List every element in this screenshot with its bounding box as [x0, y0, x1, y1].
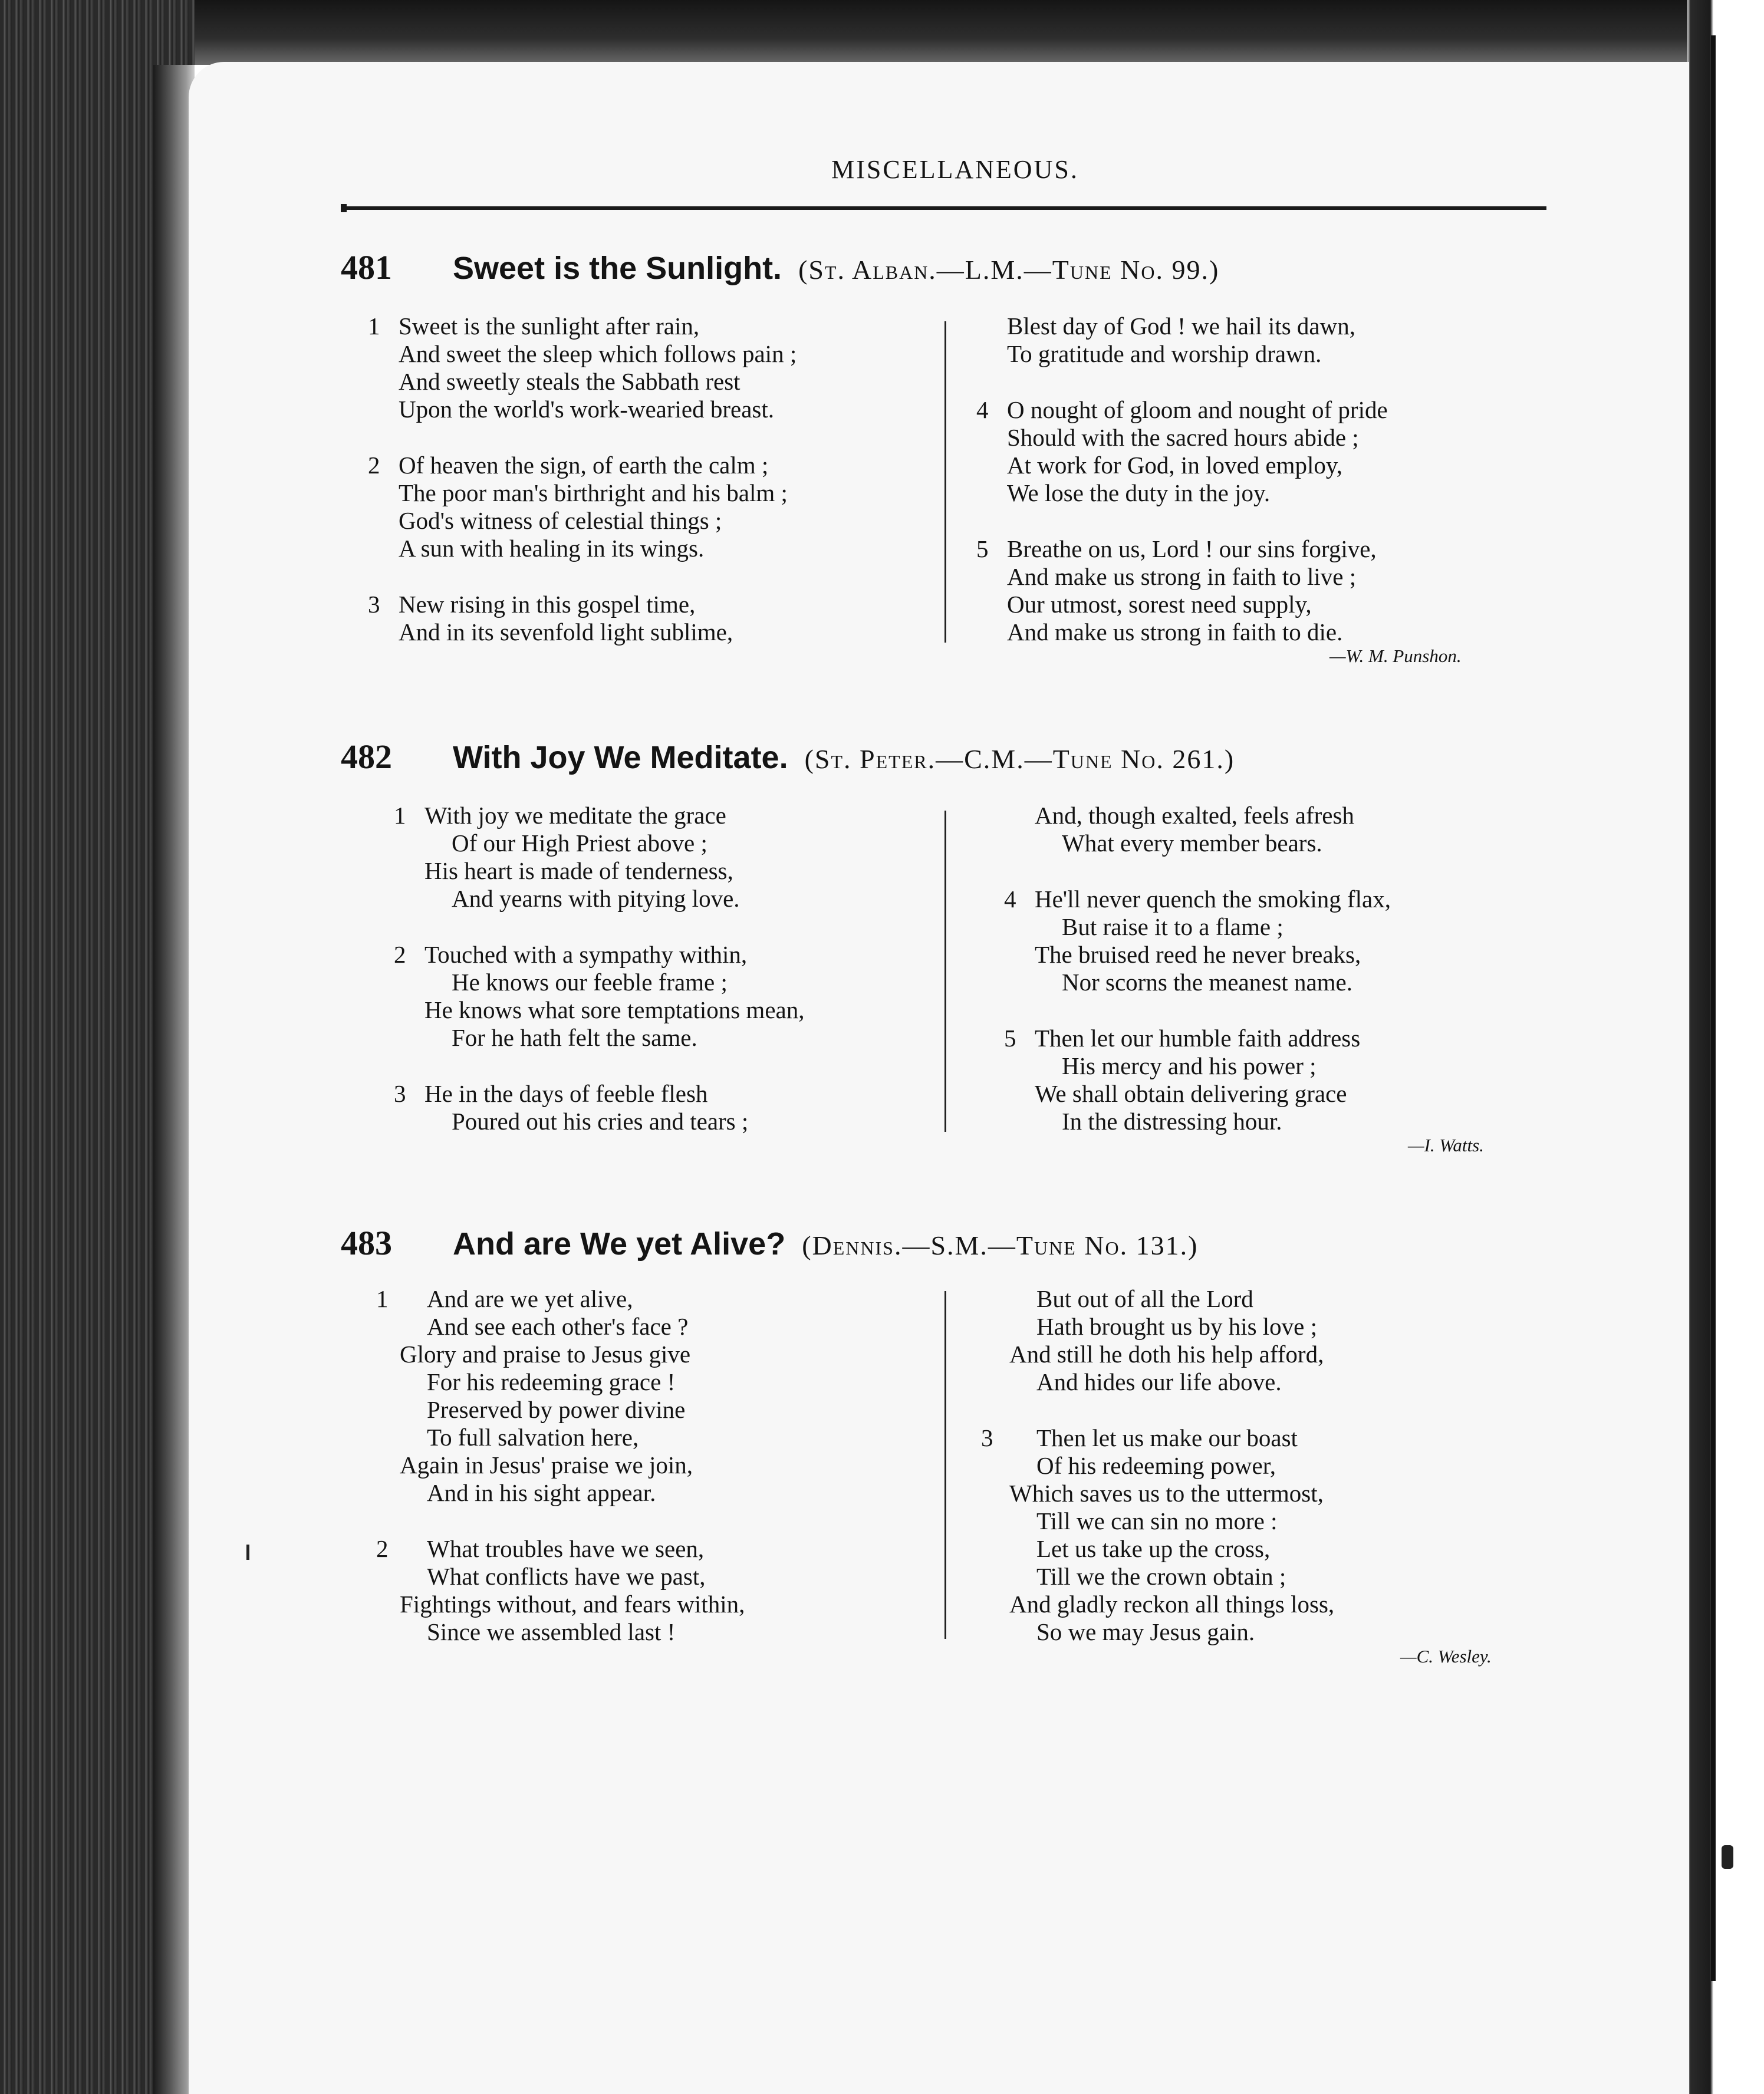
hymn-author: —I. Watts.	[1408, 1135, 1484, 1155]
verse-line: At work for God, in loved employ,	[1007, 452, 1342, 479]
stanza-number: 1	[394, 802, 406, 829]
stanza	[1009, 1285, 1334, 1396]
column-divider	[944, 811, 946, 1132]
hymn-title: With Joy We Meditate.	[453, 740, 788, 775]
verse-line: Till we can sin no more :	[1036, 1507, 1278, 1535]
verse-line: To full salvation here,	[427, 1424, 639, 1451]
ink-speck	[246, 1545, 249, 1560]
hymn-title: And are We yet Alive?	[453, 1226, 786, 1262]
verse-line: Then let us make our boast	[1036, 1424, 1298, 1451]
verse-line: Since we assembled last !	[427, 1618, 676, 1645]
stanza	[376, 1535, 745, 1646]
verse-line: And see each other's face ?	[427, 1313, 689, 1340]
verse-line: Breathe on us, Lord ! our sins forgive,	[1007, 535, 1377, 562]
verse-line: Preserved by power divine	[427, 1396, 686, 1423]
verse-line: Let us take up the cross,	[1036, 1535, 1271, 1562]
book-page-edges	[0, 0, 195, 2094]
hymn-482-right-column	[1004, 802, 1391, 1164]
stanza-number: 3	[981, 1424, 993, 1451]
verse-line: God's witness of celestial things ;	[399, 507, 722, 534]
stanza-number: 2	[368, 452, 380, 479]
verse-line: And make us strong in faith to live ;	[1007, 563, 1357, 590]
verse-line: His mercy and his power ;	[1062, 1052, 1317, 1079]
verse-line: Till we the crown obtain ;	[1036, 1563, 1286, 1590]
verse-line: And are we yet alive,	[427, 1285, 633, 1312]
stanza-number: 4	[1004, 885, 1016, 913]
stanza-number: 1	[376, 1285, 389, 1312]
verse-line: What every member bears.	[1062, 829, 1322, 857]
verse-line: And, though exalted, feels afresh	[1035, 802, 1354, 829]
stanza	[394, 802, 804, 913]
column-divider	[944, 1291, 946, 1639]
verse-line: But out of all the Lord	[1036, 1285, 1253, 1312]
verse-line: Glory and praise to Jesus give	[400, 1341, 691, 1368]
verse-line: And make us strong in faith to die.	[1007, 618, 1343, 646]
verse-line: The poor man's birthright and his balm ;	[399, 479, 788, 506]
verse-line: And yearns with pitying love.	[452, 885, 740, 912]
verse-line: He knows our feeble frame ;	[452, 969, 728, 996]
hymn-483-right-column	[981, 1285, 1335, 1674]
verse-line: And in his sight appear.	[427, 1479, 656, 1506]
hymn-number: 481	[341, 248, 392, 287]
stanza-number: 5	[976, 535, 989, 562]
verse-line: He in the days of feeble flesh	[424, 1080, 708, 1107]
verse-line: What troubles have we seen,	[427, 1535, 705, 1562]
stanza	[376, 1285, 745, 1507]
hymn-number: 483	[341, 1224, 392, 1262]
stanza	[368, 452, 797, 562]
verse-line: The bruised reed he never breaks,	[1035, 941, 1361, 968]
stanza	[368, 312, 797, 423]
stanza	[976, 535, 1388, 646]
column-divider	[944, 321, 946, 643]
stanza-number: 3	[368, 591, 380, 618]
hymn-483-heading	[341, 1223, 1579, 1263]
hymn-tune: (Dennis.—S.M.—Tune No. 131.)	[802, 1230, 1199, 1260]
stanza	[1004, 1025, 1391, 1135]
hymn-481-right-column	[976, 312, 1388, 674]
stanza-number: 5	[1004, 1025, 1016, 1052]
stanza	[368, 591, 797, 646]
verse-line: We lose the duty in the joy.	[1007, 479, 1271, 506]
hymn-author: —W. M. Punshon.	[1329, 646, 1462, 666]
hymn-tune: (St. Alban.—L.M.—Tune No. 99.)	[798, 255, 1220, 285]
hymn-481-left-column	[368, 312, 797, 674]
verse-line: Of heaven the sign, of earth the calm ;	[399, 452, 769, 479]
hymn-482-heading	[341, 737, 1579, 776]
stanza	[976, 396, 1388, 507]
header-rule	[341, 206, 1546, 210]
verse-line: Poured out his cries and tears ;	[452, 1108, 749, 1135]
verse-line: To gratitude and worship drawn.	[1007, 340, 1322, 367]
verse-line: Again in Jesus' praise we join,	[400, 1451, 693, 1479]
scan-top-shadow	[0, 0, 1764, 65]
verse-line: Upon the world's work-wearied breast.	[399, 396, 775, 423]
verse-line: We shall obtain delivering grace	[1035, 1080, 1347, 1107]
verse-line: Then let our humble faith address	[1035, 1025, 1361, 1052]
verse-line: O nought of gloom and nought of pride	[1007, 396, 1388, 423]
verse-line: New rising in this gospel time,	[399, 591, 696, 618]
stanza	[394, 1080, 804, 1135]
verse-line: Of our High Priest above ;	[452, 829, 707, 857]
hymn-author: —C. Wesley.	[1400, 1646, 1492, 1667]
verse-line: Our utmost, sorest need supply,	[1007, 591, 1312, 618]
verse-line: And sweetly steals the Sabbath rest	[399, 368, 741, 395]
verse-line: Which saves us to the uttermost,	[1009, 1480, 1324, 1507]
verse-line: A sun with healing in its wings.	[399, 535, 705, 562]
stanza-number: 3	[394, 1080, 406, 1107]
verse-line: For he hath felt the same.	[452, 1024, 697, 1051]
verse-line: Sweet is the sunlight after rain,	[399, 312, 700, 340]
verse-line: Blest day of God ! we hail its dawn,	[1007, 312, 1355, 340]
verse-line: He knows what sore temptations mean,	[424, 996, 805, 1023]
stanza	[1035, 802, 1391, 857]
verse-line: What conflicts have we past,	[427, 1563, 706, 1590]
stanza-number: 1	[368, 312, 380, 340]
verse-line: Should with the sacred hours abide ;	[1007, 424, 1359, 451]
stanza	[1007, 312, 1388, 368]
verse-line: For his redeeming grace !	[427, 1368, 676, 1395]
hymn-481-heading	[341, 248, 1579, 287]
verse-line: But raise it to a flame ;	[1062, 913, 1283, 940]
running-head: MISCELLANEOUS.	[831, 155, 1079, 184]
verse-line: And gladly reckon all things loss,	[1009, 1591, 1335, 1618]
verse-line: So we may Jesus gain.	[1036, 1618, 1255, 1645]
stanza-number: 2	[394, 941, 406, 968]
hymn-483-left-column	[376, 1285, 745, 1674]
verse-line: In the distressing hour.	[1062, 1108, 1282, 1135]
hymn-title: Sweet is the Sunlight.	[453, 251, 782, 286]
verse-line: His heart is made of tenderness,	[424, 857, 733, 884]
stanza-number: 4	[976, 396, 989, 423]
verse-line: Hath brought us by his love ;	[1036, 1313, 1318, 1340]
ink-speck	[1722, 1845, 1733, 1869]
verse-line: And hides our life above.	[1036, 1368, 1282, 1395]
verse-line: Touched with a sympathy within,	[424, 941, 748, 968]
verse-line: Of his redeeming power,	[1036, 1452, 1276, 1479]
stanza	[394, 941, 805, 1052]
verse-line: With joy we meditate the grace	[424, 802, 726, 829]
stanza	[981, 1424, 1335, 1646]
verse-line: And still he doth his help afford,	[1009, 1341, 1324, 1368]
verse-line: And sweet the sleep which follows pain ;	[399, 340, 797, 367]
verse-line: He'll never quench the smoking flax,	[1035, 885, 1391, 913]
stanza	[1004, 885, 1391, 996]
hymn-tune: (St. Peter.—C.M.—Tune No. 261.)	[804, 744, 1235, 774]
book-gutter	[1687, 0, 1764, 2094]
hymn-482-left-column	[394, 802, 805, 1164]
stanza-number: 2	[376, 1535, 389, 1562]
verse-line: And in its sevenfold light sublime,	[399, 618, 733, 646]
hymn-number: 482	[341, 737, 392, 776]
verse-line: Fightings without, and fears within,	[400, 1591, 745, 1618]
verse-line: Nor scorns the meanest name.	[1062, 969, 1352, 996]
